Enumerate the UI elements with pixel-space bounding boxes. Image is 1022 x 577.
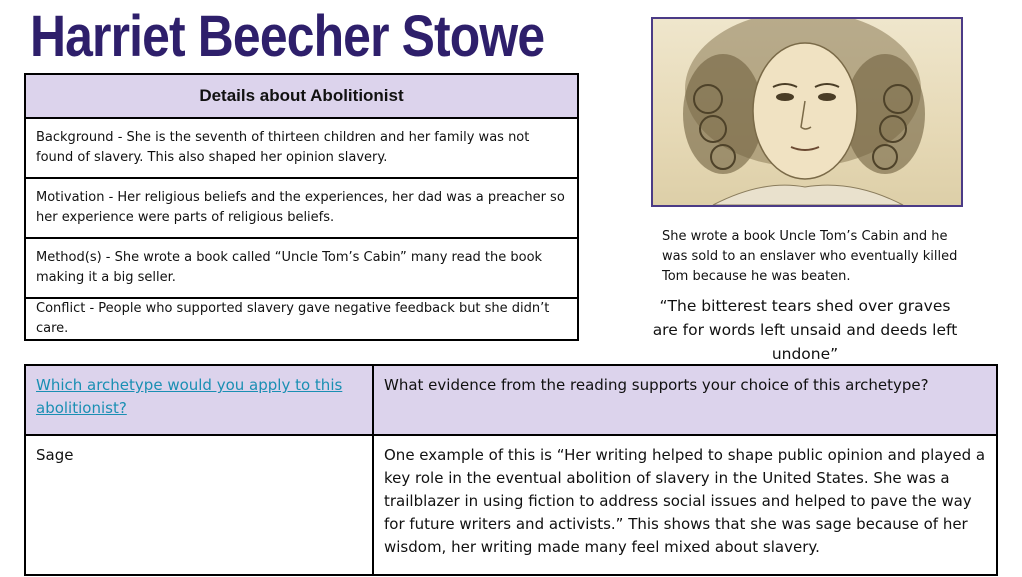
details-conflict: Conflict - People who supported slavery gave negative feedback but she didn’t care. bbox=[25, 298, 578, 340]
details-table bbox=[24, 73, 579, 341]
portrait-image bbox=[651, 17, 963, 207]
archetype-question-link[interactable]: Which archetype would you apply to this abolitionist? bbox=[36, 376, 343, 417]
page-title: Harriet Beecher Stowe bbox=[30, 4, 545, 69]
archetype-table bbox=[24, 364, 998, 576]
archetype-answer: Sage bbox=[25, 435, 373, 575]
details-background: Background - She is the seventh of thirteen children and her family was not found of slavery. This also shaped her opinion slavery. bbox=[25, 118, 578, 178]
details-motivation: Motivation - Her religious beliefs and the experiences, her dad was a preacher so her experience were parts of religious beliefs. bbox=[25, 178, 578, 238]
details-methods: Method(s) - She wrote a book called “Uncle Tom’s Cabin” many read the book making it a big seller. bbox=[25, 238, 578, 298]
evidence-question: What evidence from the reading supports your choice of this archetype? bbox=[373, 365, 997, 435]
quote: “The bitterest tears shed over graves are for words left unsaid and deeds left undone” bbox=[652, 297, 958, 363]
evidence-answer: One example of this is “Her writing helped to shape public opinion and played a key role in the eventual abolition of slavery in the United States. She was a trailblazer in using fiction to address social issues and helped to pave the way for future writers and activists.” This shows that she was sage because of her wisdom, her writing made many feel mixed about slavery. bbox=[373, 435, 997, 575]
portrait-caption: She wrote a book Uncle Tom’s Cabin and he was sold to an enslaver who eventually killed Tom because he was beaten. bbox=[662, 229, 958, 284]
archetype-question-cell bbox=[25, 365, 373, 435]
portrait-drawing bbox=[653, 19, 961, 205]
details-header: Details about Abolitionist bbox=[25, 74, 578, 118]
